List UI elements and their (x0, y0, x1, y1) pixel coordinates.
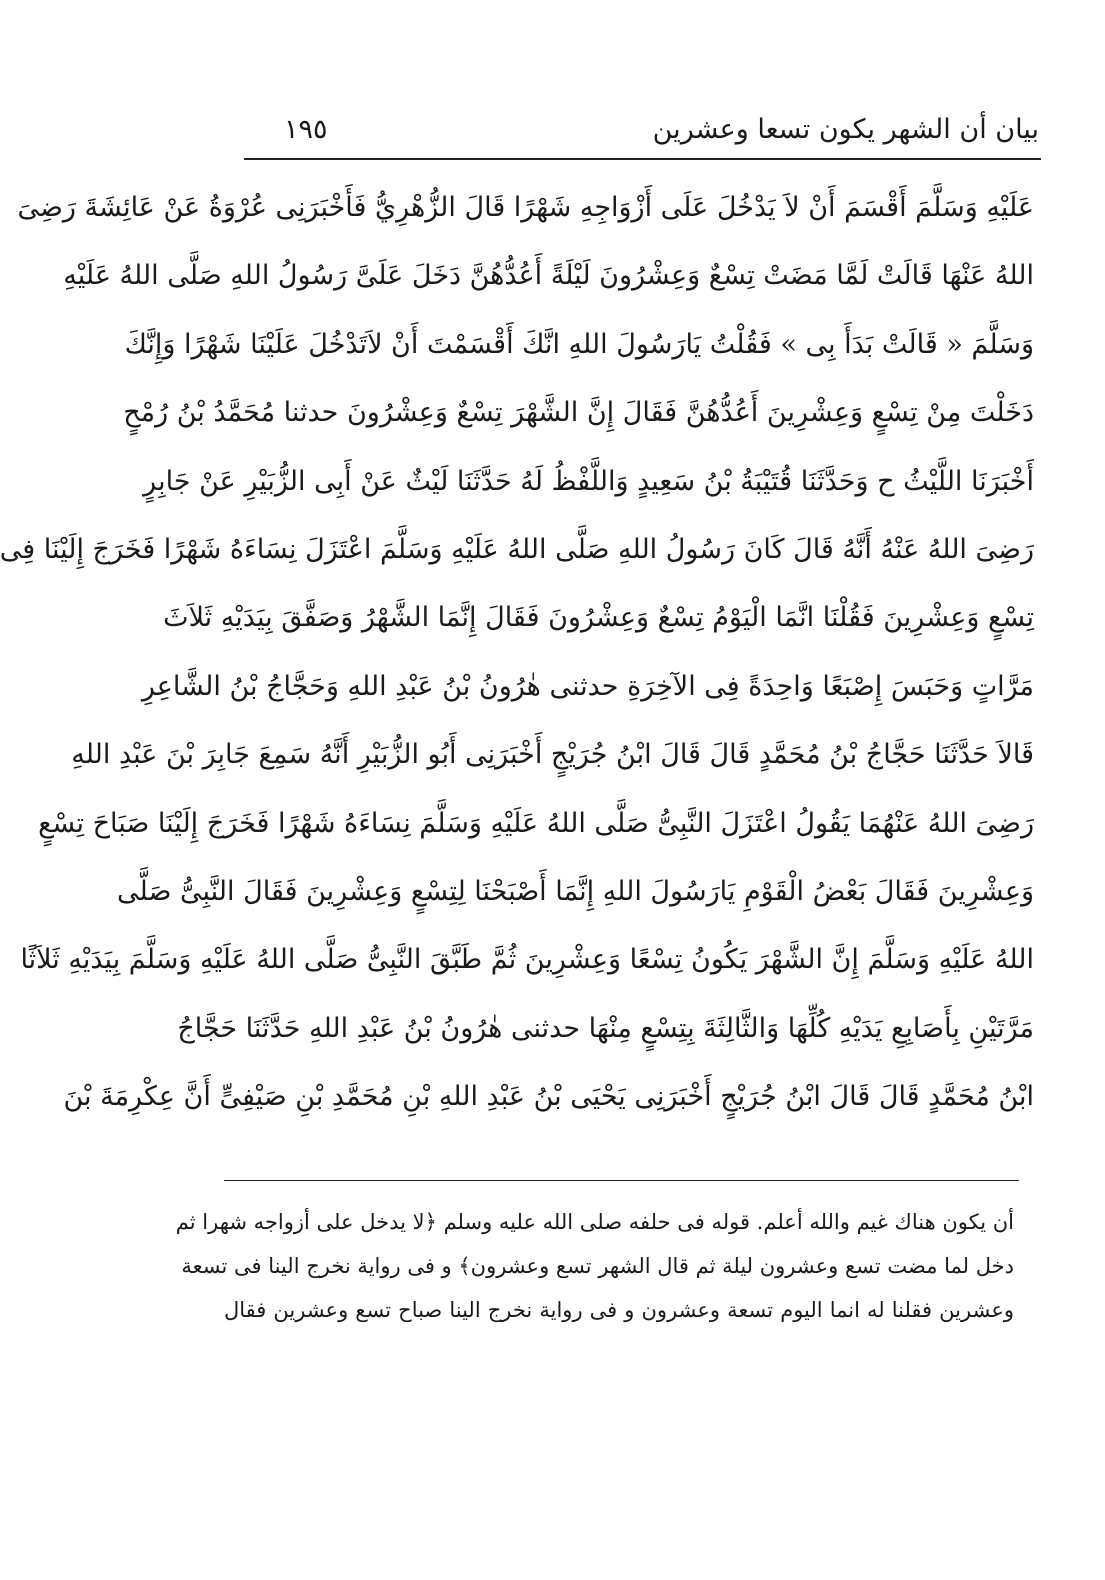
page-number: ١٩٥ (284, 114, 328, 145)
main-text-line: رَضِىَ اللهُ عَنْهُمَا يَقُولُ اعْتَزَلَ النَّبِىُّ صَلَّى اللهُ عَلَيْهِ وَسَلَّمَ نِسَاءَهُ شَهْرًا فَخَرَجَ إِلَيْنَا صَبَاحَ تِسْعٍ (38, 807, 1034, 839)
main-text (0, 174, 1034, 1131)
main-text-line: مَرَّاتٍ وَحَبَسَ إِصْبَعًا وَاحِدَةً فِى الآخِرَةِ حدثنى هٰرُونُ بْنُ عَبْدِ اللهِ وَحَجَّاجُ بْنُ الشَّاعِرِ (141, 670, 1034, 702)
main-text-line: مَرَّتَيْنِ بِأَصَابِعِ يَدَيْهِ كُلِّهَا وَالثَّالِثَةَ بِتِسْعٍ مِنْهَا حدثنى هٰرُونُ بْنُ عَبْدِ اللهِ حَدَّثَنَا حَجَّاجُ (177, 1012, 1034, 1044)
footnotes (175, 1200, 1014, 1332)
footnote-rule (224, 1180, 1019, 1181)
main-text-line: ابْنُ مُحَمَّدٍ قَالَ قَالَ ابْنُ جُرَيْجٍ أَخْبَرَنِى يَحْيَى بْنُ عَبْدِ اللهِ بْنِ مُحَمَّدِ بْنِ صَيْفِىٍّ أَنَّ عِكْرِمَةَ بْنَ (63, 1081, 1034, 1113)
running-title: بيان أن الشهر يكون تسعا وعشرين (652, 114, 1039, 145)
footnote-line: دخل لما مضت تسع وعشرون ليلة ثم قال الشهر تسع وعشرون﴾ و فى رواية نخرج الينا فى تسعة (181, 1254, 1014, 1278)
main-text-line: دَخَلْتَ مِنْ تِسْعٍ وَعِشْرِينَ أَعُدُّهُنَّ فَقَالَ إِنَّ الشَّهْرَ تِسْعٌ وَعِشْرُونَ حدثنا مُحَمَّدُ بْنُ رُمْحٍ (123, 397, 1034, 429)
main-text-line: عَلَيْهِ وَسَلَّمَ أَقْسَمَ أَنْ لاَ يَدْخُلَ عَلَى أَزْوَاجِهِ شَهْرًا قَالَ الزُّهْرِيُّ فَأَخْبَرَنِى عُرْوَةُ عَنْ عَائِشَةَ رَضِىَ (17, 192, 1034, 223)
main-text-line: تِسْعٍ وَعِشْرِينَ فَقُلْنَا انَّمَا الْيَوْمُ تِسْعٌ وَعِشْرُونَ فَقَالَ إِنَّمَا الشَّهْرُ وَصَفَّقَ بِيَدَيْهِ ثَلاَثَ (163, 602, 1034, 634)
main-text-line: رَضِىَ اللهُ عَنْهُ أَنَّهُ قَالَ كَانَ رَسُولُ اللهِ صَلَّى اللهُ عَلَيْهِ وَسَلَّمَ اعْتَزَلَ نِسَاءَهُ شَهْرًا فَخَرَجَ إِلَيْنَا فِى (0, 533, 1034, 565)
main-text-line: اللهُ عَلَيْهِ وَسَلَّمَ إِنَّ الشَّهْرَ يَكُونُ تِسْعًا وَعِشْرِينَ ثُمَّ طَبَّقَ النَّبِىُّ صَلَّى اللهُ عَلَيْهِ وَسَلَّمَ بِيَدَيْهِ ثَلاَثًا (20, 944, 1034, 976)
main-text-line: قَالاَ حَدَّثَنَا حَجَّاجُ بْنُ مُحَمَّدٍ قَالَ قَالَ ابْنُ جُرَيْجٍ أَخْبَرَنِى أَبُو الزُّبَيْرِ أَنَّهُ سَمِعَ جَابِرَ بْنَ عَبْدِ اللهِ (71, 739, 1034, 771)
header-rule (244, 158, 1041, 160)
main-text-line: اللهُ عَنْهَا قَالَتْ لَمَّا مَضَتْ تِسْعٌ وَعِشْرُونَ لَيْلَةً أَعُدُّهُنَّ دَخَلَ عَلَىَّ رَسُولُ اللهِ صَلَّى اللهُ عَلَيْهِ (63, 260, 1034, 292)
main-text-line: أَخْبَرَنَا اللَّيْثُ ح وَحَدَّثَنَا قُتَيْبَةُ بْنُ سَعِيدٍ وَاللَّفْظُ لَهُ حَدَّثَنَا لَيْثٌ عَنْ أَبِى الزُّبَيْرِ عَنْ جَابِرٍ (143, 465, 1034, 497)
main-text-line: وَعِشْرِينَ فَقَالَ بَعْضُ الْقَوْمِ يَارَسُولَ اللهِ إِنَّمَا أَصْبَحْنَا لِتِسْعٍ وَعِشْرِينَ فَقَالَ النَّبِىُّ صَلَّى (117, 875, 1034, 907)
footnote-line: وعشرين فقلنا له انما اليوم تسعة وعشرون و فى رواية نخرج الينا صباح تسع وعشرين فقال (224, 1298, 1014, 1322)
footnote-line: أن يكون هناك غيم والله أعلم. قوله فى حلفه صلى الله عليه وسلم ﴿لا يدخل على أزواجه شهرا ثم (175, 1210, 1014, 1234)
page-header (244, 108, 1039, 156)
main-text-line: وَسَلَّمَ « قَالَتْ بَدَأَ بِى » فَقُلْتُ يَارَسُولَ اللهِ انَّكَ أَقْسَمْتَ أَنْ لاَتَدْخُلَ عَلَيْنَا شَهْرًا وَإِنَّكَ (124, 328, 1034, 360)
